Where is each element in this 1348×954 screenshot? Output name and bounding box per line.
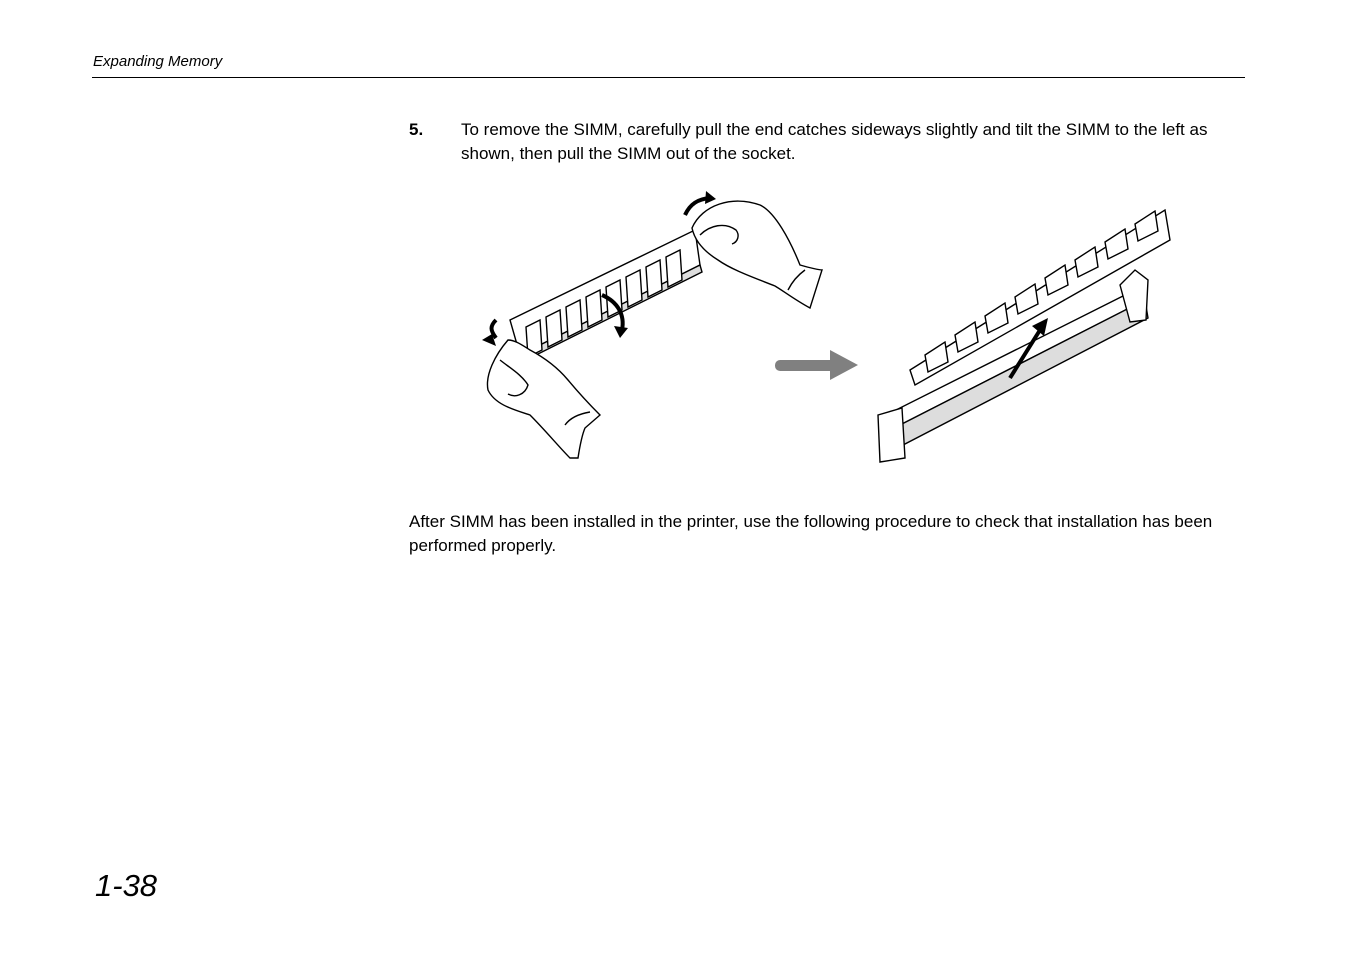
- simm-removal-figure: [470, 190, 1190, 470]
- after-installation-paragraph: After SIMM has been installed in the printer, use the following procedure to check that installation has been performed properly.: [409, 512, 1213, 555]
- simm-removed-from-socket-illustration: [878, 210, 1170, 462]
- header-rule: [92, 77, 1245, 78]
- running-header: Expanding Memory: [93, 53, 223, 70]
- hands-tilting-simm-illustration: [482, 191, 822, 458]
- arrow-right-icon: [775, 350, 858, 380]
- step-text: To remove the SIMM, carefully pull the end catches sideways slightly and tilt the SIMM to the left as shown, then pull the SIMM out of the socket.: [461, 120, 1208, 163]
- page-number: 1-38: [95, 868, 158, 903]
- step-number: 5.: [409, 120, 424, 139]
